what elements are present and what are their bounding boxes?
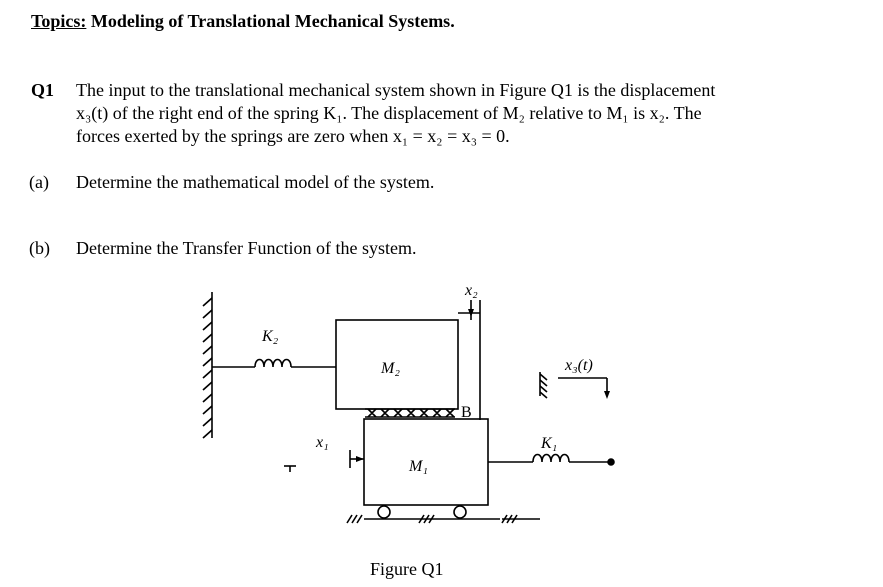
label-x1: x₁ <box>316 434 329 451</box>
label-x2: x₂ <box>465 282 478 299</box>
x1-indicator <box>284 450 364 472</box>
question-number: Q1 <box>31 80 55 100</box>
ground <box>347 515 540 523</box>
x3-arrowhead <box>604 391 610 399</box>
x3-wall <box>540 372 547 398</box>
question-line-3: forces exerted by the springs are zero when x₁ = x₂ = x₃ = 0. <box>76 126 510 146</box>
topics-label: Topics: <box>31 11 87 31</box>
x2-indicator <box>458 300 480 420</box>
label-k2: K₂ <box>262 328 279 345</box>
question-line-1: The input to the translational mechanical system shown in Figure Q1 is the displacement <box>76 80 716 100</box>
part-a-label: (a) <box>29 172 49 192</box>
wheel-right <box>454 506 466 518</box>
wheel-left <box>378 506 390 518</box>
spring-k1-end-point <box>608 459 614 465</box>
label-k1: K₁ <box>541 435 558 452</box>
x3-arrow <box>558 378 607 396</box>
damper-b <box>365 409 455 417</box>
part-b-text: Determine the Transfer Function of the system. <box>76 238 417 258</box>
spring-k2 <box>212 360 336 368</box>
label-b: B <box>461 404 472 421</box>
spring-k1 <box>488 455 610 463</box>
question-line-2: x₃(t) of the right end of the spring K₁. The displacement of M₂ relative to M₁ is x₂. The <box>76 103 702 123</box>
x1-arrowhead <box>356 456 364 462</box>
topics-text: Modeling of Translational Mechanical Systems. <box>86 11 455 31</box>
left-wall <box>203 292 212 438</box>
label-x3: x₃(t) <box>565 357 593 374</box>
label-m2: M₂ <box>381 360 400 377</box>
part-a-text: Determine the mathematical model of the system. <box>76 172 435 192</box>
figure-caption: Figure Q1 <box>370 559 444 579</box>
label-m1: M₁ <box>409 458 428 475</box>
part-b-label: (b) <box>29 238 50 258</box>
